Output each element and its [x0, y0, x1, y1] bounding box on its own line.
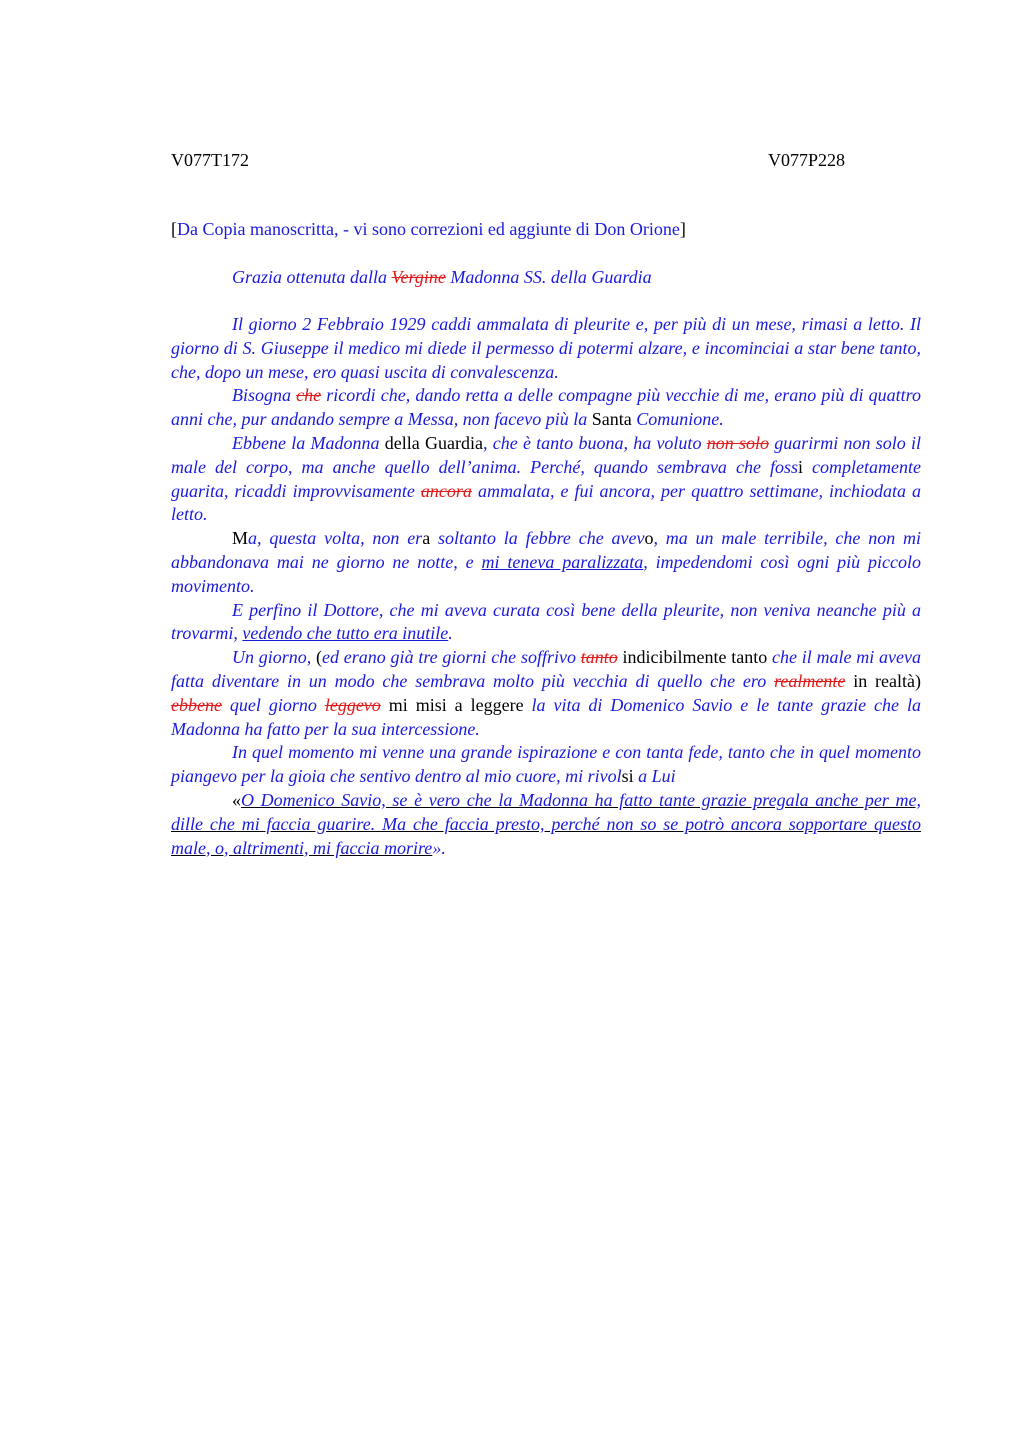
document-body [171, 313, 921, 860]
p2-text-2: ricordi che, dando retta a delle compagne più vecchie di me, erano più di quattro anni che, pur andando sempre a Messa, non facevo più la [171, 385, 921, 430]
p6-correction-1: ( [316, 647, 323, 668]
p3-text-4: completamente guarita, ricaddi improvvisamente [171, 456, 921, 501]
paragraph-8 [171, 789, 921, 860]
source-note [171, 218, 921, 240]
p6-deleted-2: realmente [774, 670, 846, 691]
p6-correction-4: mi misi a leggere [380, 694, 524, 715]
p7-text-2: a Lui [633, 766, 676, 787]
p8-underlined-prayer: O Domenico Savio, se è vero che la Madonna ha fatto tante grazie pregala anche per me, dille che mi faccia guarire. Ma che faccia presto, perché non so se potrò ancora sopportare questo male, o, altrimenti, mi faccia morire [171, 789, 921, 858]
header-left-code: V077T172 [171, 150, 249, 170]
p5-text-2: . [448, 623, 453, 644]
p4-text-4: , impedendomi così ogni più piccolo movimento. [171, 551, 921, 596]
p3-deleted-2: ancora [420, 480, 472, 501]
p4-correction-3: o [644, 528, 654, 549]
source-open-bracket: [ [171, 219, 177, 239]
p7-correction-1: si [621, 766, 634, 787]
p4-correction-1: M [232, 528, 249, 549]
p6-correction-3: in realtà) [845, 670, 921, 691]
paragraph-3 [171, 432, 921, 527]
p6-text-1: Un giorno, [232, 647, 317, 668]
p6-text-4: quel giorno [221, 694, 325, 715]
paragraph-6 [171, 646, 921, 741]
p8-text-1: ». [432, 837, 446, 858]
p8-correction-1: « [232, 789, 241, 810]
paragraph-1 [171, 313, 921, 384]
p6-correction-2: indicibilmente tanto [617, 647, 768, 668]
p5-text-1: E perfino il Dottore, che mi aveva curata così bene della pleurite, non veniva neanche più a trovarmi, [171, 599, 921, 644]
p3-text-5: ammalata, e fui ancora, per quattro settimane, inchiodata a letto. [171, 480, 921, 525]
p6-deleted-4: leggevo [324, 694, 381, 715]
p3-deleted-1: non solo [706, 432, 769, 453]
p4-correction-2: a [422, 528, 431, 549]
title-post: Madonna SS. della Guardia [445, 267, 652, 287]
header-right-code: V077P228 [767, 150, 845, 170]
p2-deleted-1: che [296, 385, 322, 406]
source-close-bracket: ] [679, 219, 686, 239]
p6-deleted-3: ebbene [171, 694, 222, 715]
source-note-text: Da Copia manoscritta, - vi sono correzioni ed aggiunte di Don Orione [177, 219, 680, 239]
p2-text-3: Comunione. [631, 409, 724, 430]
p6-deleted-1: tanto [580, 647, 618, 668]
p2-correction-1: Santa [591, 409, 632, 430]
title-deleted-word: Vergine [391, 267, 446, 287]
paragraph-7 [171, 741, 921, 789]
page-header [171, 149, 845, 171]
p3-text-2: , che è tanto buona, ha voluto [482, 432, 707, 453]
p4-text-3: , ma un male terribile, che non mi abbandonava mai ne giorno ne notte, e [171, 528, 921, 572]
p5-underlined: vedendo che tutto era inutile [242, 623, 449, 644]
title-pre: Grazia ottenuta dalla [232, 267, 392, 287]
p4-text-1: a, questa volta, non er [248, 528, 423, 549]
p6-text-5: la vita di Domenico Savio e le tante grazie che la Madonna ha fatto per la sua intercessione. [171, 694, 921, 739]
p6-text-3: che il male mi aveva fatta diventare in un modo che sembrava molto più vecchia di quello che ero [171, 647, 921, 691]
paragraph-4 [171, 527, 921, 598]
p6-text-2: ed erano già tre giorni che soffrivo [322, 647, 581, 668]
paragraph-2 [171, 384, 921, 432]
document-title [171, 266, 921, 288]
paragraph-5 [171, 599, 921, 647]
p3-text-1: Ebbene la Madonna [232, 432, 385, 453]
p1-text: Il giorno 2 Febbraio 1929 caddi ammalata di pleurite e, per più di un mese, rimasi a letto. Il giorno di S. Giuseppe il medico mi diede il permesso di potermi alzare, e incominciai a star bene tanto, che, dopo un mese, ero quasi uscita di convalescenza. [171, 314, 921, 382]
p4-text-2: soltanto la febbre che avev [430, 528, 645, 549]
p3-correction-2: i [797, 456, 803, 477]
p3-correction-1: della Guardia [384, 432, 483, 453]
p7-text-1: In quel momento mi venne una grande ispirazione e con tanta fede, tanto che in quel momento piangevo per la gioia che sentivo dentro al mio cuore, mi rivol [171, 742, 921, 787]
p4-underlined: mi teneva paralizzata [481, 551, 644, 572]
p2-text-1: Bisogna [232, 385, 297, 406]
p3-text-3: guarirmi non solo il male del corpo, ma anche quello dell’anima. Perché, quando sembrava che foss [171, 432, 922, 477]
